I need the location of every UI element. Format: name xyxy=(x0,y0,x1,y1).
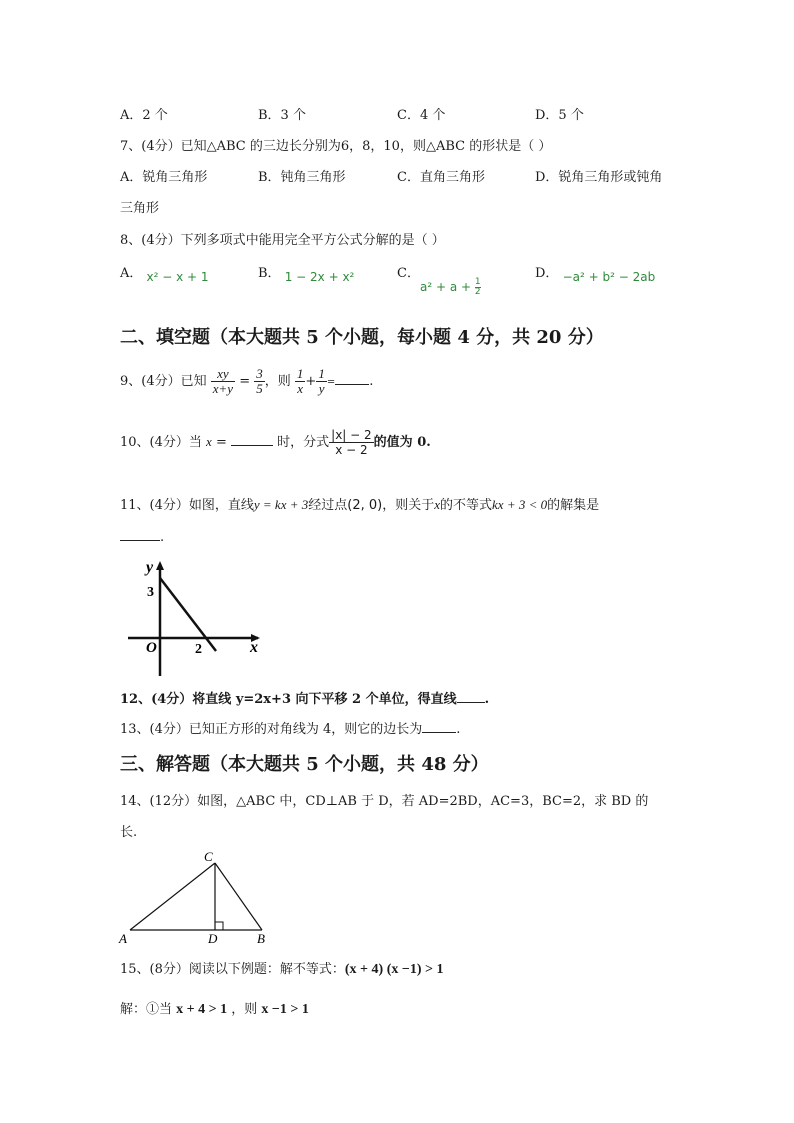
q8-option-a-label: A． xyxy=(120,266,143,281)
q10-var: x xyxy=(206,434,212,449)
q10-prefix: 10、(4分）当 xyxy=(120,435,202,450)
q9-end: . xyxy=(369,374,374,389)
q9-f4-num: 1 xyxy=(318,366,325,381)
graph-line xyxy=(160,578,216,651)
q11-suffix: 的解集是 xyxy=(547,498,600,513)
q7-stem: 7、(4分）已知△ABC 的三边长分别为6，8，10，则△ABC 的形状是（ ） xyxy=(120,139,552,154)
q9-f3-num: 1 xyxy=(296,366,304,381)
q8-option-b-expr: 1 − 2x + x² xyxy=(284,270,355,284)
q8-option-d-expr: −a² + b² − 2ab xyxy=(562,270,656,284)
q11-point: (2, 0) xyxy=(347,498,383,513)
q11-line: y = kx + 3 xyxy=(253,497,309,512)
q13-end: . xyxy=(456,722,461,737)
q11-mid3: 的不等式 xyxy=(440,498,493,513)
q14-triangle-figure xyxy=(116,848,276,948)
q11-graph xyxy=(120,556,270,682)
q8-option-a-expr: x² − x + 1 xyxy=(146,270,209,284)
q11-answer-blank[interactable] xyxy=(120,540,160,541)
triangle-side-ac xyxy=(130,863,215,930)
section-3-heading: 三、解答题（本大题共 5 个小题，共 48 分） xyxy=(120,754,489,775)
solution-line xyxy=(120,998,309,1018)
q14-line-1: 14、(12分）如图，△ABC 中，CD⊥AB 于 D，若 AD=2BD，AC=3，BC=2，求 BD 的 xyxy=(120,794,649,809)
triangle-vertex-c: C xyxy=(204,849,213,864)
q11-mid2: ，则关于 xyxy=(382,498,435,513)
solution-condition: x + 4 > 1 xyxy=(176,1002,228,1017)
q13-text: 13、(4分）已知正方形的对角线为 4，则它的边长为 xyxy=(120,722,423,737)
q8-option-c-label: C． xyxy=(397,266,420,281)
graph-x-tick-label: 2 xyxy=(195,642,202,657)
q8-option-d xyxy=(535,262,656,284)
triangle-point-d: D xyxy=(208,931,218,946)
q9-f4-den: y xyxy=(318,381,325,396)
q9-eq: = xyxy=(239,374,251,389)
graph-y-arrow xyxy=(156,561,164,570)
q11-end: . xyxy=(160,530,165,545)
q8-stem: 8、(4分）下列多项式中能用完全平方公式分解的是（ ） xyxy=(120,233,445,248)
q8-option-c-expr xyxy=(420,278,481,297)
q9-fraction-1 xyxy=(211,367,235,396)
q11-prefix: 11、(4分）如图，直线 xyxy=(120,498,254,513)
q10-eq: = xyxy=(215,435,227,450)
q9 xyxy=(120,367,373,396)
q7-option-b: B．钝角三角形 xyxy=(258,170,346,185)
q7-option-d: D．锐角三角形或钝角 xyxy=(535,170,663,185)
q9-f2-num: 3 xyxy=(256,366,263,381)
graph-y-label: y xyxy=(146,559,154,576)
q12-answer-blank[interactable] xyxy=(457,702,485,703)
graph-x-label: x xyxy=(250,639,258,656)
graph-y-tick-label: 3 xyxy=(147,585,154,600)
graph-origin-label: O xyxy=(146,640,157,656)
q9-plus: + xyxy=(305,374,317,389)
q9-suffix: = xyxy=(326,377,336,388)
solution-mid: ，则 xyxy=(231,1002,258,1017)
q9-answer-blank[interactable] xyxy=(335,384,369,385)
q13 xyxy=(120,718,460,737)
q6-option-b: B．3 个 xyxy=(258,108,306,123)
triangle-vertex-b: B xyxy=(257,931,265,946)
q8-option-c-frac-num: 1 xyxy=(474,277,481,287)
q9-prefix: 9、(4分）已知 xyxy=(120,374,207,389)
q8-option-c-expr-text: a² + a + xyxy=(420,280,475,294)
q10-suffix: 的值为 0. xyxy=(373,435,431,450)
q9-f2-den: 5 xyxy=(256,381,263,396)
q13-answer-blank[interactable] xyxy=(422,732,456,733)
right-angle-marker xyxy=(215,922,223,930)
q6-option-a: A．2 个 xyxy=(120,108,168,123)
q10-den: x − 2 xyxy=(335,443,368,457)
q15-text: 15、(8分）阅读以下例题：解不等式： xyxy=(120,962,345,977)
q12-end: . xyxy=(484,692,490,707)
q12 xyxy=(120,688,489,707)
q10 xyxy=(120,428,431,457)
q8-option-d-label: D． xyxy=(535,266,559,281)
q7-option-a: A．锐角三角形 xyxy=(120,170,208,185)
q10-mid: 时，分式 xyxy=(277,435,330,450)
q8-option-c xyxy=(397,262,420,281)
q6-option-c: C．4 个 xyxy=(397,108,446,123)
q9-f1-num: xy xyxy=(211,367,235,382)
q10-num: |x| − 2 xyxy=(331,428,372,442)
section-2-heading: 二、填空题（本大题共 5 个小题，每小题 4 分，共 20 分） xyxy=(120,327,604,348)
triangle-side-bc xyxy=(215,863,262,930)
q8-option-c-frac-den: 2 xyxy=(474,287,481,297)
q8-option-a xyxy=(120,262,209,284)
q8-option-b-label: B． xyxy=(258,266,281,281)
q11-mid1: 经过点 xyxy=(308,498,348,513)
q11-inequality: kx + 3 < 0 xyxy=(492,497,548,512)
q9-fraction-3 xyxy=(295,367,306,396)
q9-f1-den: x+y xyxy=(212,381,234,396)
q11-var: x xyxy=(434,497,441,512)
q9-mid: ，则 xyxy=(264,374,291,389)
q10-fraction xyxy=(329,428,374,457)
q14-line-2: 长. xyxy=(120,825,138,840)
q15 xyxy=(120,958,443,978)
q12-text: 12、(4分）将直线 y=2x+3 向下平移 2 个单位，得直线 xyxy=(120,692,457,707)
q7-option-d-continued: 三角形 xyxy=(120,201,160,216)
q9-fraction-4 xyxy=(316,367,327,396)
solution-result: x −1 > 1 xyxy=(261,1002,309,1017)
q7-option-c: C．直角三角形 xyxy=(397,170,485,185)
q9-f3-den: x xyxy=(297,381,304,396)
q8-option-b xyxy=(258,262,355,284)
q6-option-d: D．5 个 xyxy=(535,108,584,123)
q9-fraction-2 xyxy=(254,367,265,396)
q10-answer-blank[interactable] xyxy=(231,445,273,446)
q15-expr: (x + 4) (x −1) > 1 xyxy=(344,962,444,977)
q11 xyxy=(120,494,599,513)
solution-prefix: 解：①当 xyxy=(120,1002,173,1017)
q11-answer-line xyxy=(120,530,164,545)
triangle-vertex-a: A xyxy=(119,931,127,946)
